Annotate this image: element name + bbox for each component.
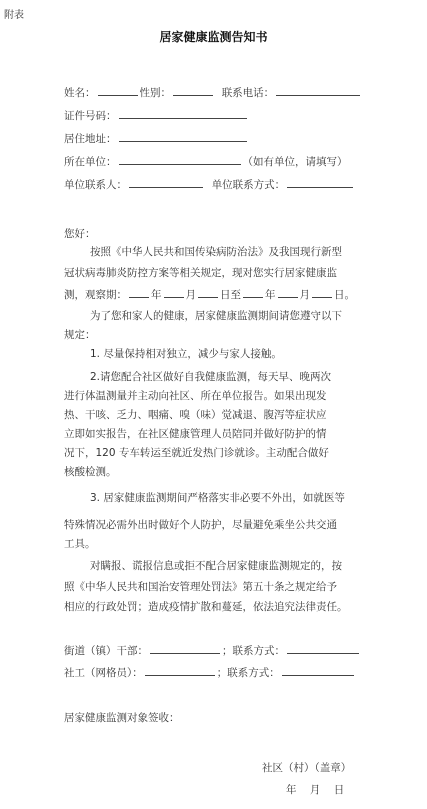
id-label: 证件号码： — [64, 110, 117, 122]
contact-method-label: ；联系方式： — [216, 667, 280, 679]
day-end-label: 日。 — [334, 289, 355, 301]
unit-label: 所在单位： — [64, 156, 117, 168]
rule-2-line-6: 核酸检测。 — [64, 466, 117, 478]
phone-label: 联系电话： — [221, 87, 275, 99]
unit-contact-field[interactable] — [129, 176, 203, 188]
warning-line-1: 对瞒报、谎报信息或拒不配合居家健康监测规定的，按 — [90, 560, 342, 572]
id-row — [64, 107, 249, 123]
seal-label: 社区（村）（盖章） — [262, 762, 352, 774]
year-label: 年 — [265, 289, 276, 301]
end-day-field[interactable] — [312, 286, 332, 298]
paragraph-1-line-2: 冠状病毒肺炎防控方案等相关规定，现对您实行居家健康监 — [64, 267, 337, 279]
street-official-label: 街道（镇）干部： — [64, 645, 148, 657]
start-month-field[interactable] — [164, 286, 184, 298]
unit-contact-method-field[interactable] — [287, 176, 353, 188]
observation-period-row — [64, 286, 355, 302]
rule-2-line-1: 2.请您配合社区做好自我健康监测，每天早、晚两次 — [90, 371, 332, 383]
street-official-row — [64, 642, 361, 658]
phone-field[interactable] — [276, 84, 360, 96]
grid-worker-field[interactable] — [145, 664, 215, 676]
grid-worker-label: 社工（网格员）： — [64, 667, 143, 679]
name-label: 姓名： — [64, 87, 96, 99]
gender-label: 性别： — [139, 87, 171, 99]
address-field[interactable] — [119, 130, 247, 142]
start-day-field[interactable] — [198, 286, 218, 298]
paragraph-2-line-2: 规定： — [64, 329, 96, 341]
rule-3-line-1: 3. 居家健康监测期间严格落实非必要不外出，如就医等 — [90, 492, 345, 504]
unit-contact-method-label: 单位联系方式： — [211, 179, 286, 191]
observation-period-label: 测，观察期： — [64, 289, 127, 301]
unit-note: （如有单位，请填写） — [242, 156, 348, 168]
warning-line-2: 照《中华人民共和国治安管理处罚法》第五十条之规定给予 — [64, 581, 337, 593]
gender-field[interactable] — [173, 84, 213, 96]
rule-3-line-3: 工具。 — [64, 538, 96, 550]
street-official-contact-field[interactable] — [287, 642, 359, 654]
month-label: 月 — [299, 289, 310, 301]
warning-line-3: 相应的行政处罚；造成疫情扩散和蔓延，依法追究法律责任。 — [64, 601, 348, 613]
unit-contact-label: 单位联系人： — [64, 179, 127, 191]
rule-1: 1. 尽量保持相对独立，减少与家人接触。 — [90, 348, 282, 360]
day-to-label: 日至 — [220, 289, 241, 301]
greeting: 您好： — [64, 228, 96, 240]
grid-worker-contact-field[interactable] — [282, 664, 354, 676]
date-line: 年 月 日 — [286, 784, 345, 796]
rule-3-line-2: 特殊情况必需外出时做好个人防护，尽量避免乘坐公共交通 — [64, 519, 337, 531]
rule-2-line-3: 热、干咳、乏力、咽痛、嗅（味）觉减退、腹泻等症状应 — [64, 409, 327, 421]
contact-method-label: ；联系方式： — [222, 645, 285, 657]
attachment-label: 附表 — [4, 10, 24, 21]
unit-field[interactable] — [119, 153, 241, 165]
paragraph-1-line-1: 按照《中华人民共和国传染病防治法》及我国现行新型 — [90, 246, 342, 258]
start-year-field[interactable] — [129, 286, 149, 298]
unit-contact-row — [64, 176, 355, 192]
street-official-field[interactable] — [150, 642, 220, 654]
signature-label: 居家健康监测对象签收： — [64, 712, 180, 724]
name-row — [64, 84, 362, 100]
end-month-field[interactable] — [278, 286, 298, 298]
address-label: 居住地址： — [64, 133, 117, 145]
end-year-field[interactable] — [243, 286, 263, 298]
address-row — [64, 130, 249, 146]
name-field[interactable] — [98, 84, 138, 96]
document-title: 居家健康监测告知书 — [159, 30, 268, 44]
id-field[interactable] — [119, 107, 247, 119]
unit-row — [64, 153, 348, 169]
rule-2-line-5: 况下，120 专车转运至就近发热门诊就诊。主动配合做好 — [64, 447, 329, 459]
paragraph-2-line-1: 为了您和家人的健康，居家健康监测期间请您遵守以下 — [90, 310, 342, 322]
grid-worker-row — [64, 664, 356, 680]
month-label: 月 — [185, 289, 196, 301]
rule-2-line-2: 进行体温测量并主动向社区、所在单位报告。如果出现发 — [64, 390, 327, 402]
rule-2-line-4: 立即如实报告，在社区健康管理人员陪同并做好防护的情 — [64, 428, 327, 440]
year-label: 年 — [151, 289, 162, 301]
